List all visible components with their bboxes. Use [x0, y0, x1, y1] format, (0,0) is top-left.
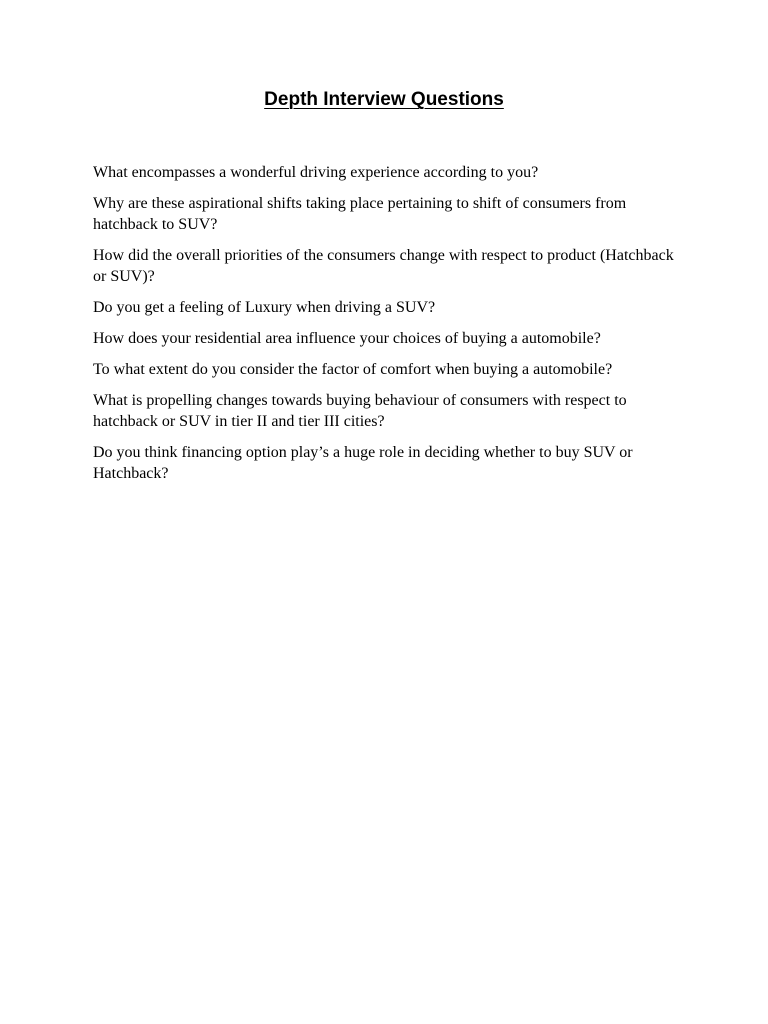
question-item: Do you get a feeling of Luxury when driving a SUV? — [93, 299, 436, 316]
page-title-text: Depth Interview Questions — [264, 89, 504, 110]
question-item: How did the overall priorities of the consumers change with respect to product (Hatchback or SUV)? — [93, 247, 674, 285]
question-item: What is propelling changes towards buying behaviour of consumers with respect to hatchback or SUV in tier II and tier III cities? — [93, 392, 627, 430]
question-list — [93, 162, 683, 494]
question-item: What encompasses a wonderful driving experience according to you? — [93, 164, 539, 181]
question-item: How does your residential area influence your choices of buying a automobile? — [93, 330, 601, 347]
question-item: To what extent do you consider the factor of comfort when buying a automobile? — [93, 361, 613, 378]
question-item: Do you think financing option play’s a huge role in deciding whether to buy SUV or Hatchback? — [93, 444, 633, 482]
question-item: Why are these aspirational shifts taking place pertaining to shift of consumers from hatchback to SUV? — [93, 195, 627, 233]
page-title — [0, 89, 768, 111]
